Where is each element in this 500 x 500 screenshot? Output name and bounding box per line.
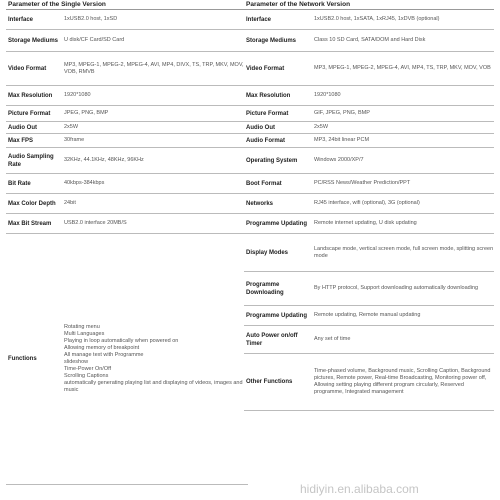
- table-row: [6, 52, 248, 86]
- table-row: [244, 174, 494, 194]
- row-label: Audio Out: [246, 124, 275, 131]
- table-row: [6, 194, 248, 214]
- row-value: USB2.0 interface 20MB/S: [64, 220, 127, 226]
- row-value: RJ45 interface, wifi (optional), 3G (optional): [314, 200, 420, 206]
- table-row: [6, 122, 248, 134]
- row-label: Audio Out: [8, 124, 37, 131]
- row-value: Remote updating, Remote manual updating: [314, 312, 421, 318]
- row-value: By HTTP protocol, Support downloading automatically downloading: [314, 285, 479, 291]
- watermark: hidiyin.en.alibaba.com: [300, 482, 419, 496]
- table-row: [6, 30, 248, 52]
- row-value: 1920*1080: [64, 92, 91, 98]
- table-row: [244, 306, 494, 326]
- table-row: [244, 234, 494, 272]
- row-label: Audio Sampling Rate: [8, 153, 54, 168]
- table-row: [6, 134, 248, 148]
- row-value: Windows 2000/XP/7: [314, 157, 364, 163]
- table-row: [244, 30, 494, 52]
- table-row: [244, 86, 494, 106]
- table-row: [244, 214, 494, 234]
- row-value: Remote internet updating, U disk updating: [314, 220, 417, 226]
- row-label: Other Functions: [246, 379, 293, 385]
- row-label: Max FPS: [8, 137, 34, 144]
- row-label: Networks: [246, 200, 274, 207]
- row-value: GIF, JPEG, PNG, BMP: [314, 110, 370, 116]
- row-value: 32KHz, 44.1KHz, 48KHz, 96KHz: [64, 157, 144, 163]
- row-value: Rotating menu Multi Languages Playing in loop automatically when powered on Allowing memory of breakpoint All manage text with Programme slideshow Time-Power On/Off Scrolling Captions automatically generating playing list and displaying of videos, images and music: [64, 324, 243, 393]
- table-row: [244, 194, 494, 214]
- table-row: [244, 134, 494, 148]
- row-value: 1xUSB2.0 host, 1xSD: [64, 16, 118, 22]
- table-row: [244, 272, 494, 306]
- row-value: Any set of time: [314, 336, 351, 342]
- row-label: Bit Rate: [8, 180, 31, 187]
- row-label: Picture Format: [8, 110, 51, 117]
- table-row: [244, 10, 494, 30]
- network-version-header: Parameter of the Network Version: [244, 0, 494, 10]
- row-value: 24bit: [64, 200, 76, 206]
- row-label: Picture Format: [246, 110, 289, 117]
- table-row: [244, 148, 494, 174]
- row-value: MP3, 24bit linear PCM: [314, 137, 370, 143]
- table-row: [6, 148, 248, 174]
- table-row: [6, 174, 248, 194]
- row-value: 2x5W: [64, 124, 79, 130]
- table-row: [244, 326, 494, 354]
- row-label: Max Bit Stream: [8, 220, 52, 227]
- single-version-header: Parameter of the Single Version: [6, 0, 248, 10]
- table-row: [244, 106, 494, 122]
- row-value: U disk/CF Card/SD Card: [64, 37, 125, 43]
- row-value: JPEG, PNG, BMP: [64, 110, 109, 116]
- row-value: 2x5W: [314, 124, 329, 130]
- row-value: MP3, MPEG-1, MPEG-2, MPEG-4, AVI, MP4, TS, TRP, MKV, MOV, VOB: [314, 65, 491, 71]
- row-value: MP3, MPEG-1, MPEG-2, MPEG-4, AVI, MP4, DIVX, TS, TRP, MKV, MOV, VOB, RMVB: [64, 61, 244, 75]
- row-value: 1920*1080: [314, 92, 341, 98]
- row-label: Video Format: [246, 65, 285, 72]
- table-row: [6, 214, 248, 234]
- row-label: Functions: [8, 356, 37, 362]
- row-label: Audio Format: [246, 137, 285, 144]
- row-label: Video Format: [8, 65, 47, 72]
- row-label: Interface: [246, 16, 272, 23]
- table-row: [6, 106, 248, 122]
- row-value: 1xUSB2.0 host, 1xSATA, 1xRJ45, 1xDVB (optional): [314, 16, 440, 22]
- row-label: Max Color Depth: [8, 200, 56, 207]
- row-label: Boot Format: [246, 180, 282, 187]
- row-value: Time-phased volume, Background music, Scrolling Caption, Background pictures, Remote power, Real-time Broadcasting, Monitoring power off, Allowing setting playing different program circularly, Reserved programme, Integrated management: [314, 368, 491, 395]
- row-value: 30frame: [64, 137, 85, 143]
- row-label: Max Resolution: [246, 92, 291, 99]
- table-row: [6, 86, 248, 106]
- row-label: Storage Mediums: [8, 37, 59, 44]
- row-label: Interface: [8, 16, 34, 23]
- row-label: Programme Updating: [246, 220, 308, 227]
- row-label: Operating System: [246, 157, 298, 164]
- row-value: PC/RSS News/Weather Prediction/PPT: [314, 180, 411, 186]
- single-version-table: [6, 0, 248, 485]
- row-value: Landscape mode, vertical screen mode, full screen mode, splitting screen mode: [314, 245, 494, 259]
- row-label: Max Resolution: [8, 92, 53, 99]
- row-label: Storage Mediums: [246, 37, 297, 44]
- row-label: Auto Power on/off Timer: [246, 332, 298, 347]
- table-row: [244, 52, 494, 86]
- row-label: Programme Downloading: [246, 281, 284, 296]
- table-row: [244, 354, 494, 411]
- table-row: [244, 122, 494, 134]
- network-version-table: [244, 0, 494, 411]
- row-label: Display Modes: [246, 249, 289, 256]
- row-value: 40kbps-384kbps: [64, 180, 105, 186]
- table-row: [6, 234, 248, 485]
- row-value: Class 10 SD Card, SATA/DOM and Hard Disk: [314, 37, 426, 43]
- table-row: [6, 10, 248, 30]
- row-label: Programme Updating: [246, 312, 308, 319]
